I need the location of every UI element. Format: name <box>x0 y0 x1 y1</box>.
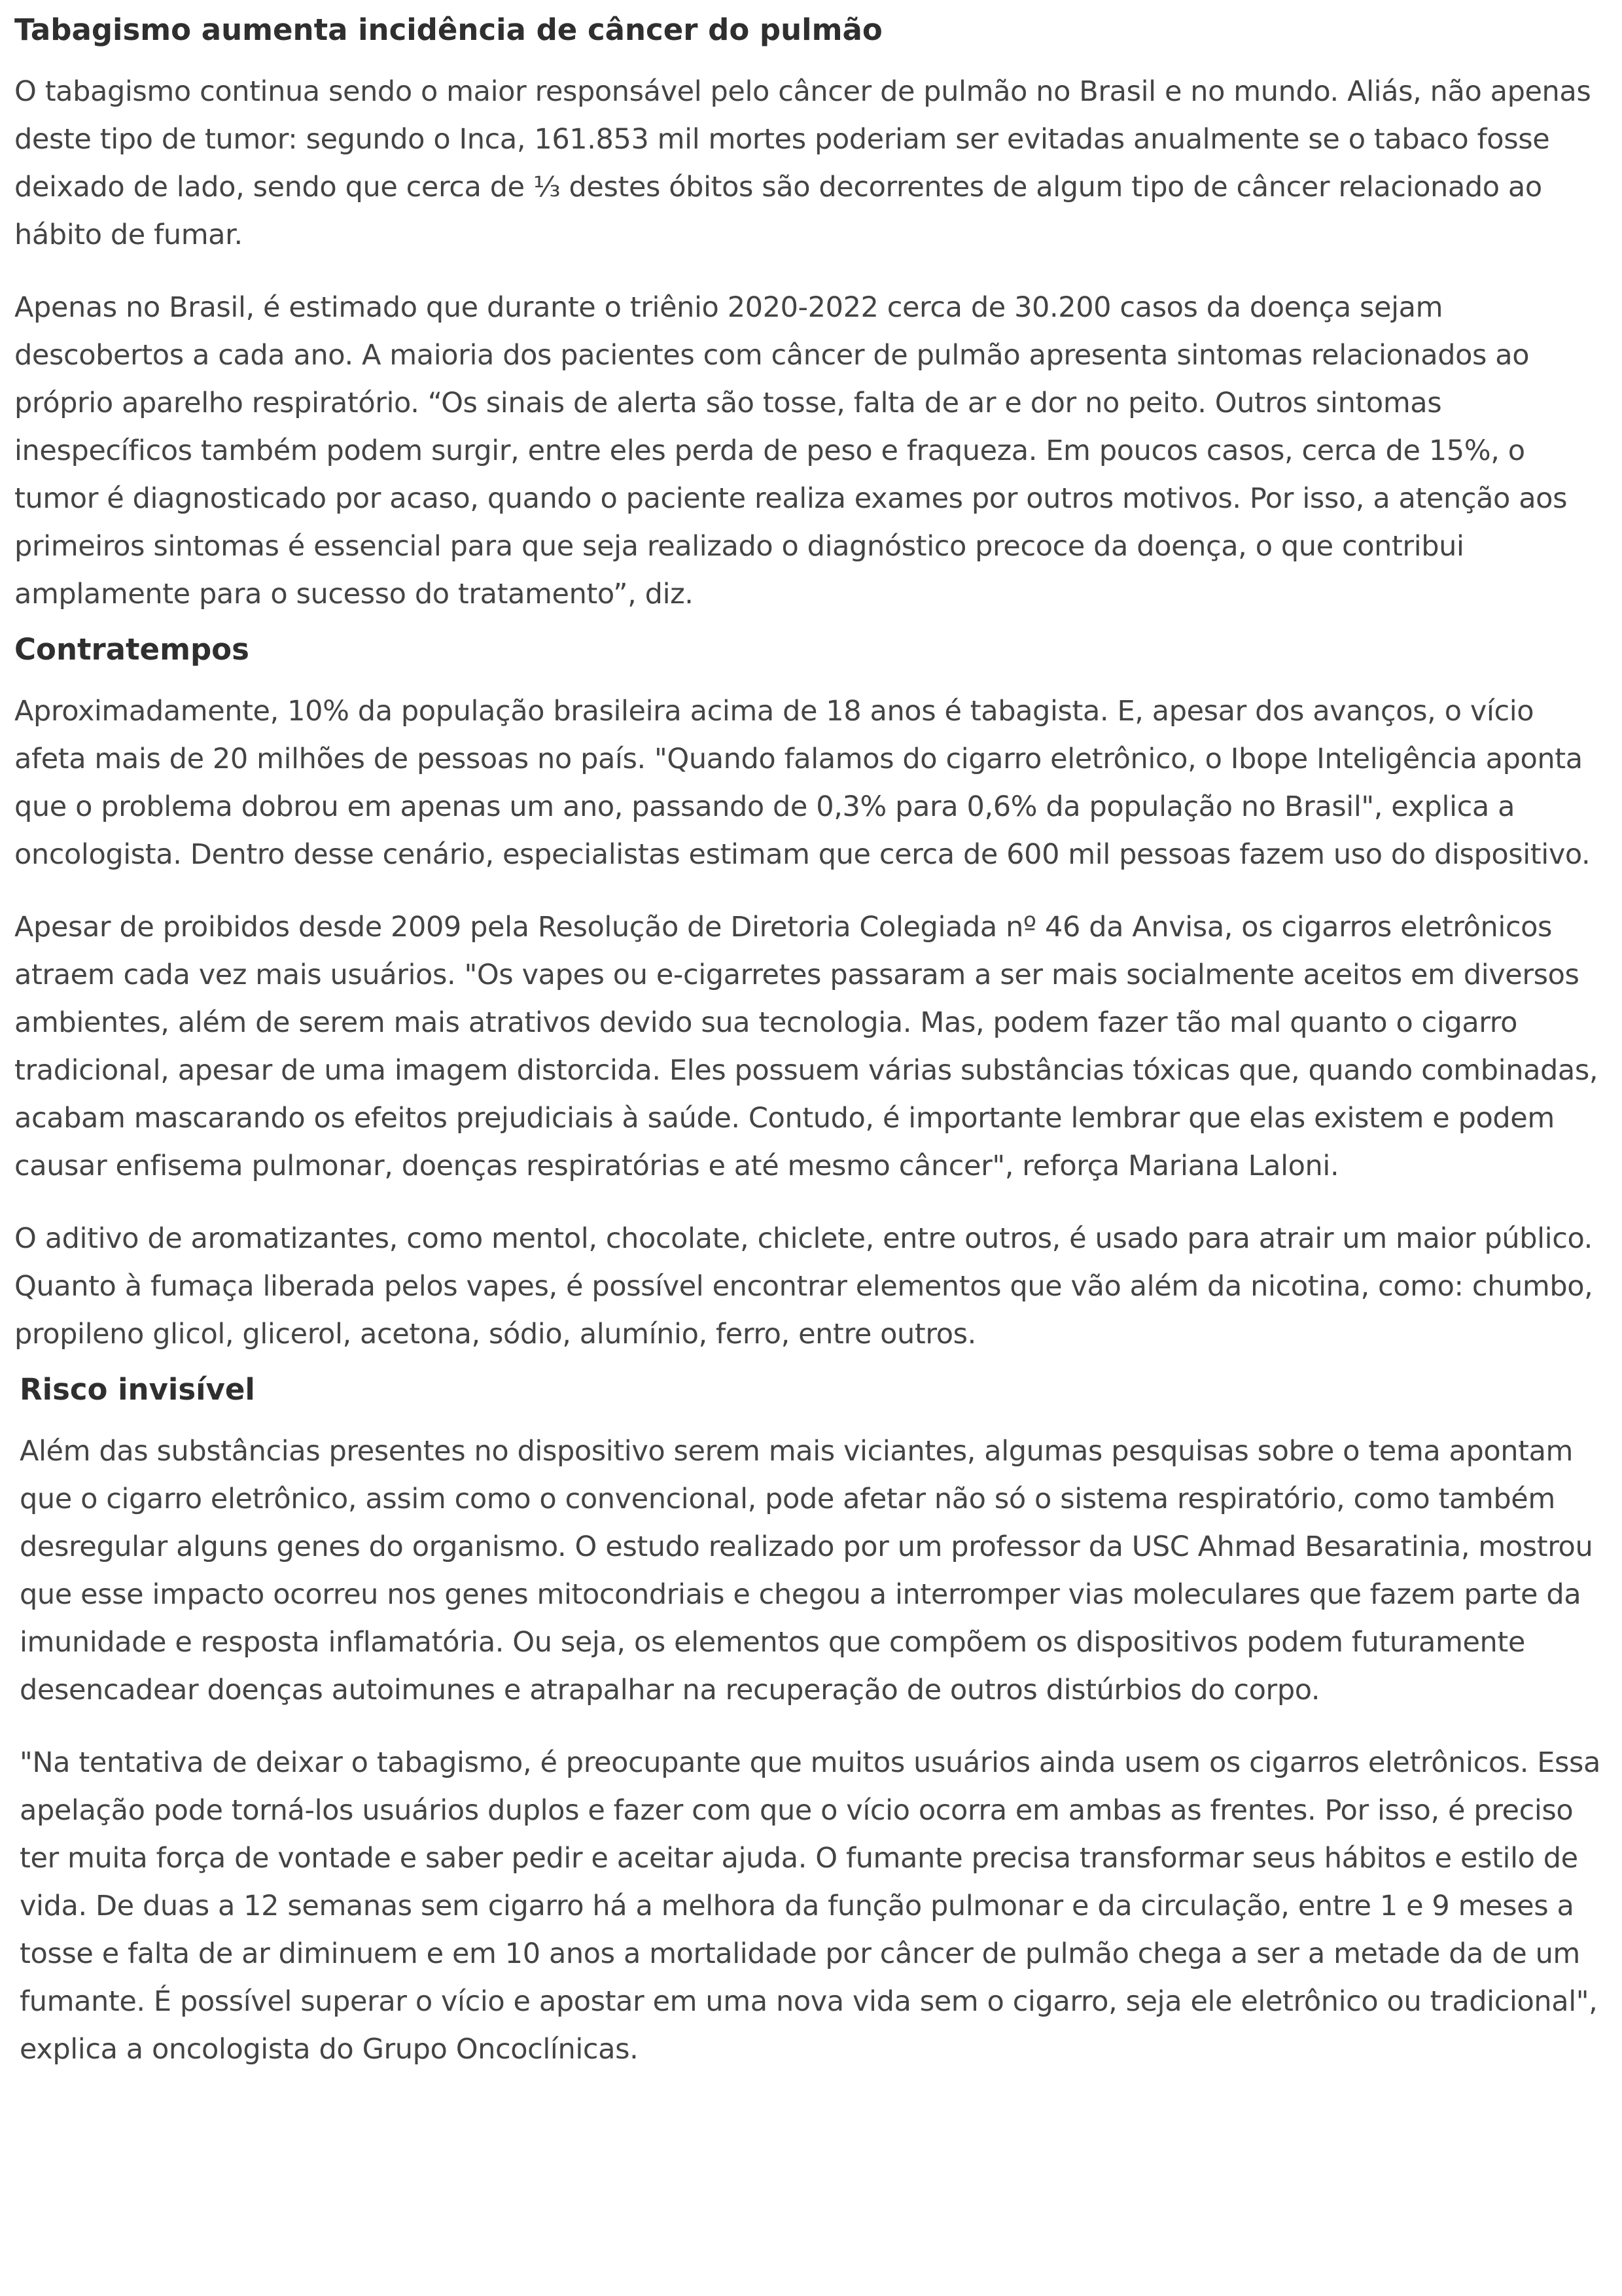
section-heading-risco-invisivel: Risco invisível <box>20 1372 255 1407</box>
paragraph: O tabagismo continua sendo o maior responsável pelo câncer de pulmão no Brasil e no mundo. Aliás, não apenas deste tipo de tumor: segundo o Inca, 161.853 mil mortes poderiam ser evitadas anualmente se o tabaco fosse deixado de lado, sendo que cerca de ⅓ destes óbitos são decorrentes de algum tipo de câncer relacionado ao hábito de fumar. <box>14 75 1591 251</box>
paragraph: O aditivo de aromatizantes, como mentol, chocolate, chiclete, entre outros, é usado para atrair um maior público. Quanto à fumaça liberada pelos vapes, é possível encontrar elementos que vão além da nicotina, como: chumbo, propileno glicol, glicerol, acetona, sódio, alumínio, ferro, entre outros. <box>14 1222 1593 1351</box>
paragraph: "Na tentativa de deixar o tabagismo, é preocupante que muitos usuários ainda usem os cigarros eletrônicos. Essa apelação pode torná-los usuários duplos e fazer com que o vício ocorra em ambas as frentes. Por isso, é preciso ter muita força de vontade e saber pedir e aceitar ajuda. O fumante precisa transformar seus hábitos e estilo de vida. De duas a 12 semanas sem cigarro há a melhora da função pulmonar e da circulação, entre 1 e 9 meses a tosse e falta de ar diminuem e em 10 anos a mortalidade por câncer de pulmão chega a ser a metade da de um fumante. É possível superar o vício e apostar em uma nova vida sem o cigarro, seja ele eletrônico ou tradicional", explica a oncologista do Grupo Oncoclínicas. <box>20 1746 1600 2066</box>
paragraph: Apesar de proibidos desde 2009 pela Resolução de Diretoria Colegiada nº 46 da Anvisa, os cigarros eletrônicos atraem cada vez mais usuários. "Os vapes ou e-cigarretes passaram a ser mais socialmente aceitos em diversos ambientes, além de serem mais atrativos devido sua tecnologia. Mas, podem fazer tão mal quanto o cigarro tradicional, apesar de uma imagem distorcida. Eles possuem várias substâncias tóxicas que, quando combinadas, acabam mascarando os efeitos prejudiciais à saúde. Contudo, é importante lembrar que elas existem e podem causar enfisema pulmonar, doenças respiratórias e até mesmo câncer", reforça Mariana Laloni. <box>14 911 1598 1182</box>
paragraph: Além das substâncias presentes no dispositivo serem mais viciantes, algumas pesquisas sobre o tema apontam que o cigarro eletrônico, assim como o convencional, pode afetar não só o sistema respiratório, como também desregular alguns genes do organismo. O estudo realizado por um professor da USC Ahmad Besaratinia, mostrou que esse impacto ocorreu nos genes mitocondriais e chegou a interromper vias moleculares que fazem parte da imunidade e resposta inflamatória. Ou seja, os elementos que compõem os dispositivos podem futuramente desencadear doenças autoimunes e atrapalhar na recuperação de outros distúrbios do corpo. <box>20 1435 1593 1706</box>
section-heading-tabagismo: Tabagismo aumenta incidência de câncer do pulmão <box>14 12 883 47</box>
article-body <box>14 12 1611 2098</box>
paragraph: Aproximadamente, 10% da população brasileira acima de 18 anos é tabagista. E, apesar dos avanços, o vício afeta mais de 20 milhões de pessoas no país. "Quando falamos do cigarro eletrônico, o Ibope Inteligência aponta que o problema dobrou em apenas um ano, passando de 0,3% para 0,6% da população no Brasil", explica a oncologista. Dentro desse cenário, especialistas estimam que cerca de 600 mil pessoas fazem uso do dispositivo. <box>14 695 1591 871</box>
paragraph: Apenas no Brasil, é estimado que durante o triênio 2020-2022 cerca de 30.200 casos da doença sejam descobertos a cada ano. A maioria dos pacientes com câncer de pulmão apresenta sintomas relacionados ao próprio aparelho respiratório. “Os sinais de alerta são tosse, falta de ar e dor no peito. Outros sintomas inespecíficos também podem surgir, entre eles perda de peso e fraqueza. Em poucos casos, cerca de 15%, o tumor é diagnosticado por acaso, quando o paciente realiza exames por outros motivos. Por isso, a atenção aos primeiros sintomas é essencial para que seja realizado o diagnóstico precoce da doença, o que contribui amplamente para o sucesso do tratamento”, diz. <box>14 291 1568 610</box>
section-heading-contratempos: Contratempos <box>14 632 249 667</box>
